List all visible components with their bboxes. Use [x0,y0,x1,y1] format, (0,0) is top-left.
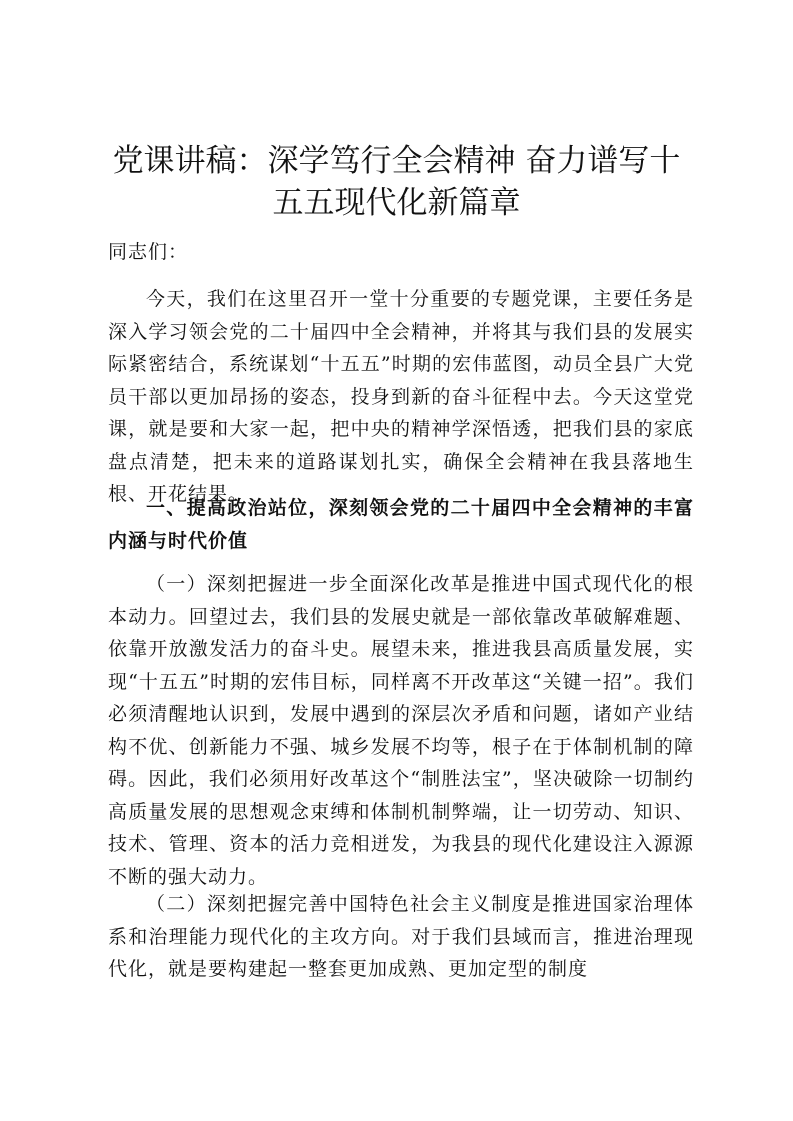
document-title: 党课讲稿：深学笃行全会精神 奋力谱写十五五现代化新篇章 [112,143,681,221]
salutation: 同志们： [108,241,189,263]
section-heading-1: 一、提高政治站位，深刻领会党的二十届四中全会精神的丰富内涵与时代价值 [108,497,694,552]
paragraph-subsection-1: （一）深刻把握进一步全面深化改革是推进中国式现代化的根本动力。回望过去，我们县的发展史就是一部依靠改革破解难题、依靠开放激发活力的奋斗史。展望未来，推进我县高质量发展，实现“十五五”时期的宏伟目标，同样离不开改革这“关键一招”。我们必须清醒地认识到，发展中遇到的深层次矛盾和问题，诸如产业结构不优、创新能力不强、城乡发展不均等，根子在于体制机制的障碍。因此，我们必须用好改革这个“制胜法宝”，坚决破除一切制约高质量发展的思想观念束缚和体制机制弊端，让一切劳动、知识、技术、管理、资本的活力竞相迸发，为我县的现代化建设注入源源不断的强大动力。 [108,573,694,888]
paragraph-subsection-2: （二）深刻把握完善中国特色社会主义制度是推进国家治理体系和治理能力现代化的主攻方向。对于我们县域而言，推进治理现代化，就是要构建起一整套更加成熟、更加定型的制度 [108,893,694,980]
paragraph-intro: 今天，我们在这里召开一堂十分重要的专题党课，主要任务是深入学习领会党的二十届四中全会精神，并将其与我们县的发展实际紧密结合，系统谋划“十五五”时期的宏伟蓝图，动员全县广大党员干部以更加昂扬的姿态，投身到新的奋斗征程中去。今天这堂党课，就是要和大家一起，把中央的精神学深悟透，把我们县的家底盘点清楚，把未来的道路谋划扎实，确保全会精神在我县落地生根、开花结果。 [108,288,694,505]
